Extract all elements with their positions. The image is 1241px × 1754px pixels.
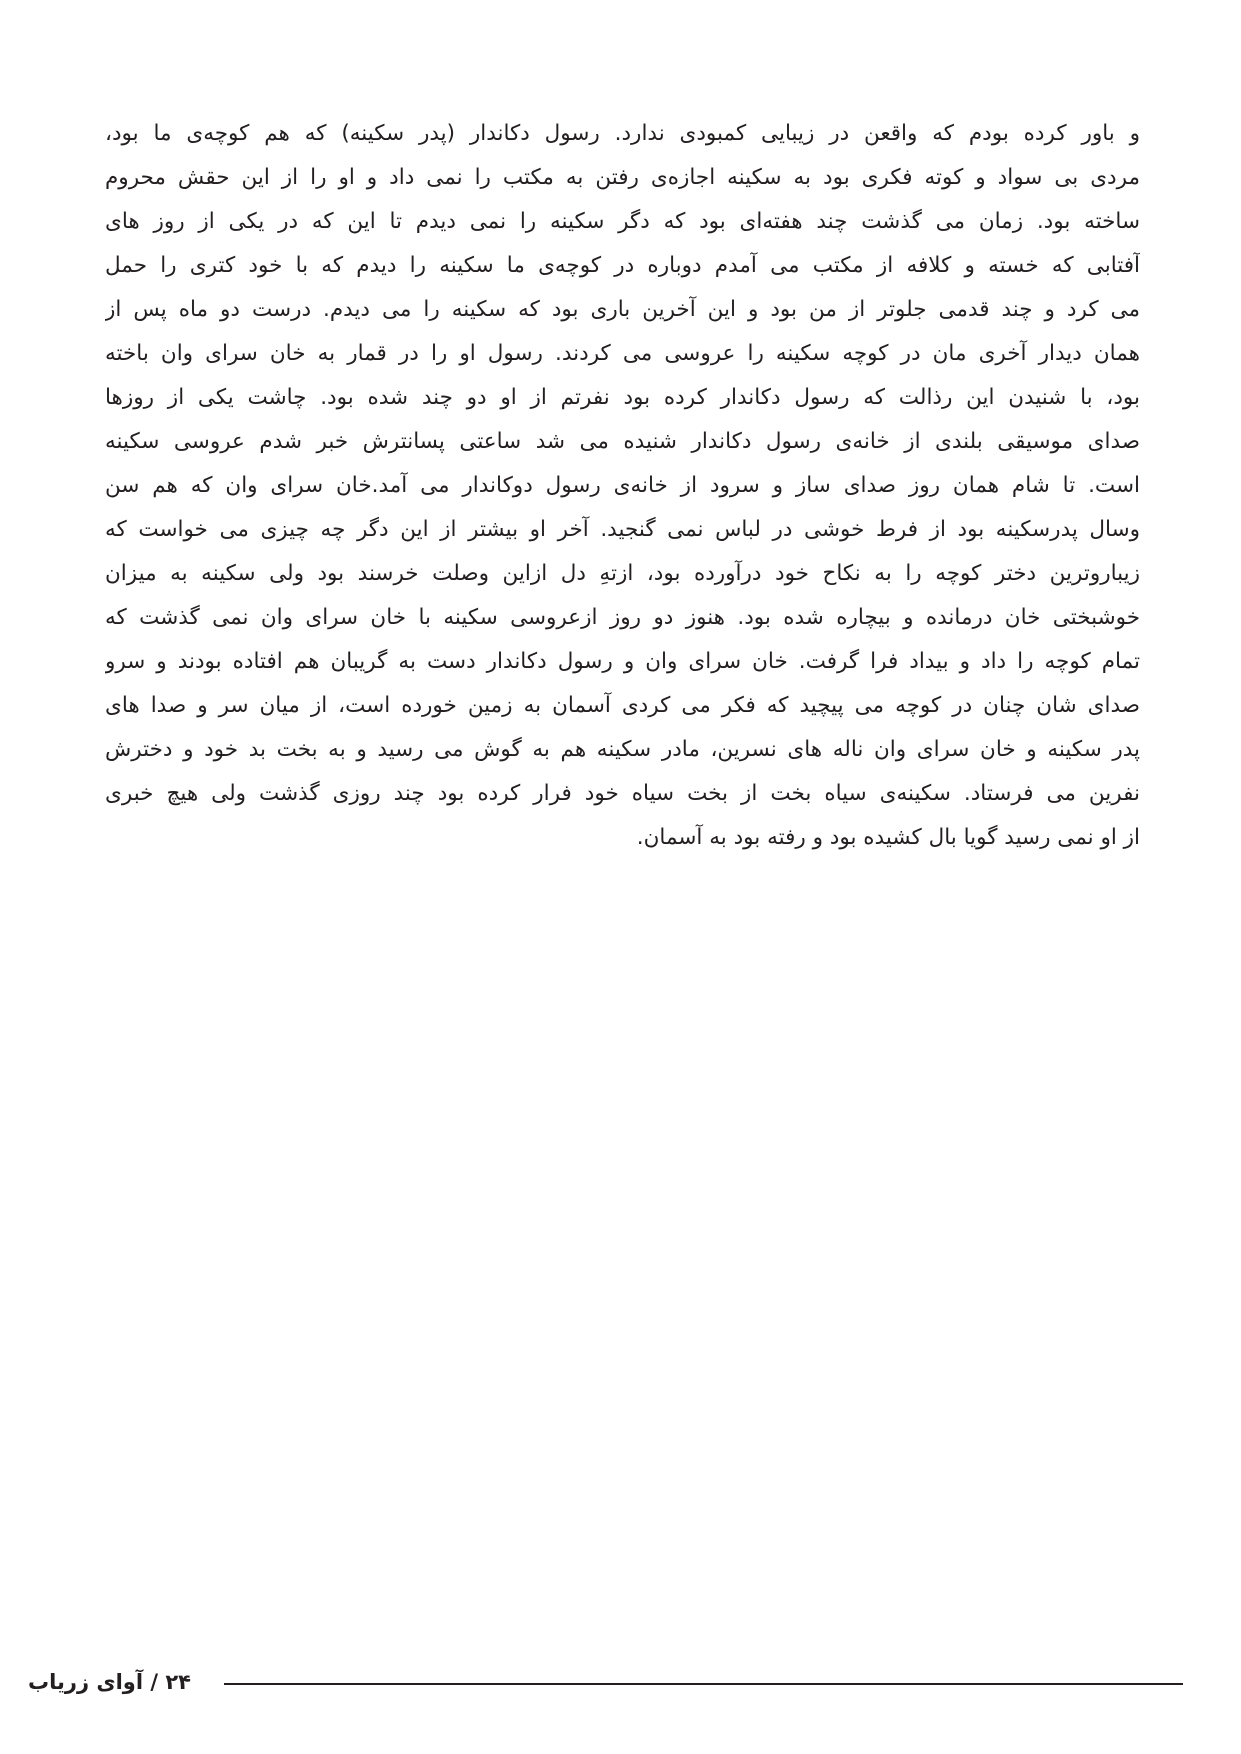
text-line: صدای موسیقی بلندی از خانه‌ی رسول دکاندار شنیده می شد ساعتی پسانترش خبر شدم عروسی سکینه bbox=[105, 429, 1140, 454]
text-line: می کرد و چند قدمی جلوتر از من بود و این آخرین باری بود که سکینه را می دیدم. درست دو ماه پس از bbox=[105, 297, 1140, 322]
text-line: خوشبختی خان درمانده و بیچاره شده بود. هنوز دو روز ازعروسی سکینه با خان سرای وان نمی گذشت که bbox=[105, 605, 1140, 630]
text-line: و باور کرده بودم که واقعن در زیبایی کمبودی ندارد. رسول دکاندار (پدر سکینه) که هم کوچه‌ی ما بود، bbox=[105, 121, 1140, 146]
text-line: نفرین می فرستاد. سکینه‌ی سیاه بخت از بخت سیاه خود فرار کرده بود چند روزی گذشت ولی هیچ خبری bbox=[105, 781, 1140, 806]
text-line: پدر سکینه و خان سرای وان ناله های نسرین، مادر سکینه هم به گوش می رسید و به بخت بد خود و دخترش bbox=[105, 737, 1140, 762]
text-line: بود، با شنیدن این رذالت که رسول دکاندار کرده بود نفرتم از او دو چند شده بود. چاشت یکی از روزها bbox=[105, 385, 1140, 410]
text-line: زیباروترین دختر کوچه را به نکاح خود درآورده بود، ازتهِ دل ازاین وصلت خرسند بود ولی سکینه به میزان bbox=[105, 561, 1140, 586]
footer-rule bbox=[224, 1683, 1183, 1685]
text-line: آفتابی که خسته و کلافه از مکتب می آمدم دوباره در کوچه‌ی ما سکینه را دیدم که با خود کتری را حمل bbox=[105, 253, 1140, 278]
page-footer bbox=[28, 1665, 1183, 1699]
text-line: مردی بی سواد و کوته فکری بود به سکینه اجازه‌ی رفتن به مکتب را نمی داد و او را از این حقش محروم bbox=[105, 165, 1140, 190]
page-number-label: ۲۴ / آوای زریاب bbox=[28, 1670, 191, 1694]
text-line: است. تا شام همان روز صدای ساز و سرود از خانه‌ی رسول دوکاندار می آمد.خان سرای وان که هم سن bbox=[105, 473, 1140, 498]
text-line: وسال پدرسکینه بود از فرط خوشی در لباس نمی گنجید. آخر او بیشتر از این دگر چه چیزی می خواست که bbox=[105, 517, 1140, 542]
text-line: همان دیدار آخری مان در کوچه سکینه را عروسی می کردند. رسول او را در قمار به خان سرای وان باخته bbox=[105, 341, 1140, 366]
text-line: از او نمی رسید گویا بال کشیده بود و رفته بود به آسمان. bbox=[636, 825, 1140, 850]
text-line: صدای شان چنان در کوچه می پیچید که فکر می کردی آسمان به زمین خورده است، از میان سر و صدا های bbox=[105, 693, 1140, 718]
text-line: تمام کوچه را داد و بیداد فرا گرفت. خان سرای وان و رسول دکاندار دست به گریبان هم افتاده بودند و سرو bbox=[105, 649, 1140, 674]
text-line: ساخته بود. زمان می گذشت چند هفته‌ای بود که دگر سکینه را نمی دیدم تا این که در یکی از روز های bbox=[105, 209, 1140, 234]
body-text bbox=[105, 112, 1140, 860]
